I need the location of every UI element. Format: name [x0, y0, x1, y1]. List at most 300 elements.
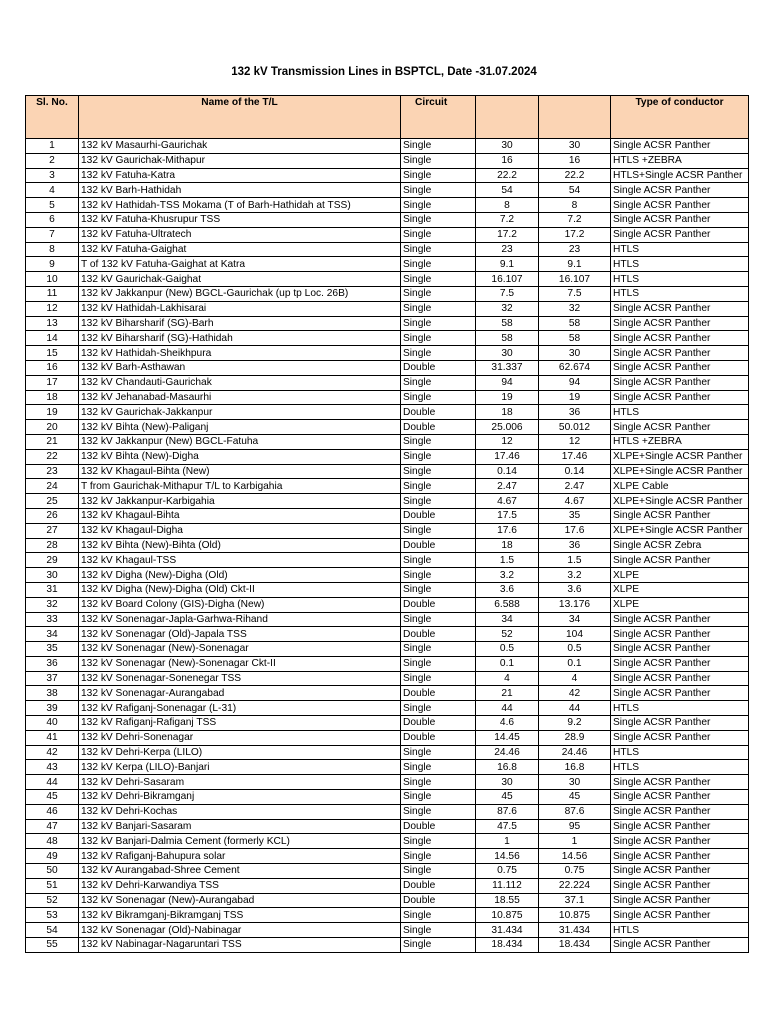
cell-length: 0.14 [476, 464, 539, 479]
table-row [26, 434, 749, 449]
cell-length: 12 [476, 434, 539, 449]
cell-sl-no: 44 [26, 775, 79, 790]
table-row [26, 730, 749, 745]
cell-sl-no: 17 [26, 375, 79, 390]
cell-line-name: 132 kV Sonenagar (New)-Sonenagar [79, 642, 401, 657]
cell-ckt-length: 95 [539, 819, 611, 834]
cell-conductor-type: Single ACSR Zebra [611, 538, 749, 553]
cell-line-name: 132 kV Digha (New)-Digha (Old) Ckt-II [79, 582, 401, 597]
cell-conductor-type: Single ACSR Panther [611, 893, 749, 908]
table-row [26, 834, 749, 849]
cell-ckt-length: 35 [539, 508, 611, 523]
cell-conductor-type: HTLS +ZEBRA [611, 153, 749, 168]
cell-circuit: Single [401, 346, 476, 361]
cell-ckt-length: 3.2 [539, 568, 611, 583]
table-row [26, 153, 749, 168]
table-row [26, 538, 749, 553]
cell-conductor-type: Single ACSR Panther [611, 553, 749, 568]
cell-ckt-length: 12 [539, 434, 611, 449]
cell-sl-no: 4 [26, 183, 79, 198]
cell-line-name: 132 kV Hathidah-Sheikhpura [79, 346, 401, 361]
cell-sl-no: 43 [26, 760, 79, 775]
cell-sl-no: 49 [26, 849, 79, 864]
cell-ckt-length: 28.9 [539, 730, 611, 745]
cell-ckt-length: 58 [539, 316, 611, 331]
cell-length: 45 [476, 790, 539, 805]
cell-conductor-type: XLPE Cable [611, 479, 749, 494]
cell-circuit: Single [401, 642, 476, 657]
cell-length: 17.6 [476, 523, 539, 538]
table-row [26, 716, 749, 731]
cell-conductor-type: Single ACSR Panther [611, 331, 749, 346]
table-body [26, 139, 749, 953]
cell-ckt-length: 16.107 [539, 272, 611, 287]
cell-sl-no: 8 [26, 242, 79, 257]
cell-length: 30 [476, 346, 539, 361]
cell-circuit: Double [401, 627, 476, 642]
cell-length: 4 [476, 671, 539, 686]
cell-sl-no: 31 [26, 582, 79, 597]
cell-conductor-type: Single ACSR Panther [611, 671, 749, 686]
cell-circuit: Single [401, 523, 476, 538]
cell-sl-no: 30 [26, 568, 79, 583]
cell-ckt-length: 2.47 [539, 479, 611, 494]
cell-line-name: 132 kV Gaurichak-Jakkanpur [79, 405, 401, 420]
cell-ckt-length: 13.176 [539, 597, 611, 612]
cell-line-name: 132 kV Digha (New)-Digha (Old) [79, 568, 401, 583]
cell-circuit: Single [401, 449, 476, 464]
cell-circuit: Single [401, 301, 476, 316]
cell-circuit: Double [401, 538, 476, 553]
table-row [26, 760, 749, 775]
table-row [26, 198, 749, 213]
cell-circuit: Single [401, 494, 476, 509]
cell-sl-no: 15 [26, 346, 79, 361]
cell-conductor-type: Single ACSR Panther [611, 301, 749, 316]
cell-circuit: Single [401, 286, 476, 301]
header-length [476, 96, 539, 139]
cell-sl-no: 41 [26, 730, 79, 745]
cell-ckt-length: 0.75 [539, 864, 611, 879]
table-row [26, 212, 749, 227]
cell-line-name: 132 kV Chandauti-Gaurichak [79, 375, 401, 390]
cell-conductor-type: Single ACSR Panther [611, 139, 749, 154]
cell-conductor-type: Single ACSR Panther [611, 642, 749, 657]
cell-conductor-type: XLPE [611, 568, 749, 583]
table-row [26, 139, 749, 154]
cell-conductor-type: Single ACSR Panther [611, 420, 749, 435]
cell-sl-no: 11 [26, 286, 79, 301]
cell-ckt-length: 32 [539, 301, 611, 316]
cell-length: 16.107 [476, 272, 539, 287]
cell-conductor-type: Single ACSR Panther [611, 834, 749, 849]
cell-line-name: 132 kV Fatuha-Ultratech [79, 227, 401, 242]
cell-circuit: Single [401, 908, 476, 923]
cell-circuit: Single [401, 656, 476, 671]
cell-line-name: 132 kV Hathidah-Lakhisarai [79, 301, 401, 316]
cell-conductor-type: HTLS [611, 272, 749, 287]
cell-conductor-type: Single ACSR Panther [611, 849, 749, 864]
cell-sl-no: 13 [26, 316, 79, 331]
cell-sl-no: 16 [26, 360, 79, 375]
cell-line-name: 132 kV Dehri-Bikramganj [79, 790, 401, 805]
cell-length: 52 [476, 627, 539, 642]
cell-length: 17.2 [476, 227, 539, 242]
table-row [26, 523, 749, 538]
cell-length: 7.2 [476, 212, 539, 227]
table-row [26, 242, 749, 257]
cell-length: 0.1 [476, 656, 539, 671]
cell-sl-no: 3 [26, 168, 79, 183]
cell-ckt-length: 1.5 [539, 553, 611, 568]
cell-conductor-type: XLPE+Single ACSR Panther [611, 523, 749, 538]
cell-line-name: 132 kV Sonenagar (Old)-Japala TSS [79, 627, 401, 642]
cell-sl-no: 40 [26, 716, 79, 731]
cell-length: 58 [476, 331, 539, 346]
table-row [26, 893, 749, 908]
cell-line-name: 132 kV Khagaul-Bihta (New) [79, 464, 401, 479]
cell-circuit: Single [401, 183, 476, 198]
header-ckt-length [539, 96, 611, 139]
table-row [26, 819, 749, 834]
table-row [26, 494, 749, 509]
table-row [26, 612, 749, 627]
cell-circuit: Single [401, 553, 476, 568]
cell-length: 24.46 [476, 745, 539, 760]
table-row [26, 627, 749, 642]
cell-line-name: 132 kV Banjari-Sasaram [79, 819, 401, 834]
cell-line-name: 132 kV Sonenagar-Sonenegar TSS [79, 671, 401, 686]
table-row [26, 568, 749, 583]
table-row [26, 449, 749, 464]
cell-length: 17.5 [476, 508, 539, 523]
transmission-lines-table [25, 95, 749, 953]
cell-line-name: 132 kV Bihta (New)-Paliganj [79, 420, 401, 435]
header-sl-no: Sl. No. [26, 96, 79, 139]
table-row [26, 346, 749, 361]
cell-line-name: 132 kV Masaurhi-Gaurichak [79, 139, 401, 154]
cell-sl-no: 2 [26, 153, 79, 168]
cell-line-name: 132 kV Sonenagar (New)-Aurangabad [79, 893, 401, 908]
cell-circuit: Single [401, 198, 476, 213]
cell-conductor-type: Single ACSR Panther [611, 183, 749, 198]
cell-ckt-length: 14.56 [539, 849, 611, 864]
cell-sl-no: 33 [26, 612, 79, 627]
cell-line-name: 132 kV Jakkanpur-Karbigahia [79, 494, 401, 509]
cell-conductor-type: Single ACSR Panther [611, 790, 749, 805]
cell-ckt-length: 62.674 [539, 360, 611, 375]
cell-circuit: Single [401, 864, 476, 879]
cell-line-name: 132 kV Dehri-Kochas [79, 804, 401, 819]
cell-sl-no: 19 [26, 405, 79, 420]
cell-conductor-type: XLPE+Single ACSR Panther [611, 494, 749, 509]
document-title: 132 kV Transmission Lines in BSPTCL, Date -31.07.2024 [231, 66, 537, 78]
cell-line-name: 132 kV Jakkanpur (New) BGCL-Fatuha [79, 434, 401, 449]
cell-length: 0.75 [476, 864, 539, 879]
cell-ckt-length: 36 [539, 538, 611, 553]
cell-conductor-type: HTLS [611, 923, 749, 938]
cell-circuit: Double [401, 360, 476, 375]
cell-ckt-length: 58 [539, 331, 611, 346]
cell-line-name: 132 kV Sonenagar-Aurangabad [79, 686, 401, 701]
table-header-row [26, 96, 749, 139]
cell-sl-no: 39 [26, 701, 79, 716]
cell-sl-no: 5 [26, 198, 79, 213]
cell-ckt-length: 19 [539, 390, 611, 405]
cell-length: 9.1 [476, 257, 539, 272]
cell-conductor-type: XLPE [611, 582, 749, 597]
cell-length: 94 [476, 375, 539, 390]
table-row [26, 656, 749, 671]
cell-line-name: 132 kV Sonenagar (New)-Sonenagar Ckt-II [79, 656, 401, 671]
cell-ckt-length: 30 [539, 775, 611, 790]
cell-conductor-type: Single ACSR Panther [611, 390, 749, 405]
cell-length: 58 [476, 316, 539, 331]
cell-sl-no: 1 [26, 139, 79, 154]
cell-sl-no: 54 [26, 923, 79, 938]
cell-line-name: 132 kV Khagaul-TSS [79, 553, 401, 568]
cell-conductor-type: Single ACSR Panther [611, 375, 749, 390]
cell-circuit: Single [401, 923, 476, 938]
cell-circuit: Double [401, 405, 476, 420]
cell-line-name: 132 kV Banjari-Dalmia Cement (formerly KCL) [79, 834, 401, 849]
cell-length: 4.6 [476, 716, 539, 731]
cell-sl-no: 18 [26, 390, 79, 405]
cell-ckt-length: 31.434 [539, 923, 611, 938]
cell-sl-no: 53 [26, 908, 79, 923]
table-row [26, 701, 749, 716]
cell-line-name: 132 kV Gaurichak-Gaighat [79, 272, 401, 287]
cell-circuit: Single [401, 804, 476, 819]
cell-circuit: Single [401, 701, 476, 716]
table-row [26, 405, 749, 420]
cell-circuit: Double [401, 878, 476, 893]
cell-ckt-length: 16 [539, 153, 611, 168]
cell-length: 23 [476, 242, 539, 257]
cell-conductor-type: Single ACSR Panther [611, 908, 749, 923]
cell-conductor-type: Single ACSR Panther [611, 716, 749, 731]
cell-length: 32 [476, 301, 539, 316]
cell-sl-no: 29 [26, 553, 79, 568]
table-row [26, 286, 749, 301]
table-row [26, 878, 749, 893]
cell-circuit: Double [401, 597, 476, 612]
cell-sl-no: 38 [26, 686, 79, 701]
cell-sl-no: 52 [26, 893, 79, 908]
cell-length: 10.875 [476, 908, 539, 923]
header-circuit: Circuit [401, 96, 476, 139]
cell-sl-no: 24 [26, 479, 79, 494]
cell-sl-no: 26 [26, 508, 79, 523]
header-name: Name of the T/L [79, 96, 401, 139]
cell-sl-no: 21 [26, 434, 79, 449]
cell-circuit: Single [401, 790, 476, 805]
cell-ckt-length: 87.6 [539, 804, 611, 819]
cell-length: 19 [476, 390, 539, 405]
cell-conductor-type: Single ACSR Panther [611, 198, 749, 213]
cell-length: 30 [476, 139, 539, 154]
cell-ckt-length: 24.46 [539, 745, 611, 760]
cell-line-name: 132 kV Barh-Asthawan [79, 360, 401, 375]
cell-conductor-type: Single ACSR Panther [611, 775, 749, 790]
cell-length: 18.55 [476, 893, 539, 908]
table-row [26, 257, 749, 272]
cell-ckt-length: 17.2 [539, 227, 611, 242]
cell-ckt-length: 22.2 [539, 168, 611, 183]
cell-line-name: 132 kV Biharsharif (SG)-Barh [79, 316, 401, 331]
table-row [26, 420, 749, 435]
cell-ckt-length: 23 [539, 242, 611, 257]
cell-conductor-type: HTLS +ZEBRA [611, 434, 749, 449]
cell-length: 18.434 [476, 938, 539, 953]
cell-circuit: Single [401, 434, 476, 449]
cell-ckt-length: 4.67 [539, 494, 611, 509]
table-row [26, 183, 749, 198]
cell-sl-no: 37 [26, 671, 79, 686]
table-row [26, 331, 749, 346]
table-row [26, 360, 749, 375]
cell-circuit: Double [401, 819, 476, 834]
table-row [26, 316, 749, 331]
cell-length: 87.6 [476, 804, 539, 819]
cell-conductor-type: Single ACSR Panther [611, 804, 749, 819]
cell-ckt-length: 0.14 [539, 464, 611, 479]
cell-ckt-length: 0.1 [539, 656, 611, 671]
cell-line-name: 132 kV Jehanabad-Masaurhi [79, 390, 401, 405]
cell-conductor-type: Single ACSR Panther [611, 612, 749, 627]
cell-line-name: 132 kV Board Colony (GIS)-Digha (New) [79, 597, 401, 612]
cell-sl-no: 32 [26, 597, 79, 612]
cell-circuit: Single [401, 212, 476, 227]
table-row [26, 938, 749, 953]
table-row [26, 923, 749, 938]
cell-ckt-length: 42 [539, 686, 611, 701]
cell-conductor-type: Single ACSR Panther [611, 686, 749, 701]
cell-ckt-length: 36 [539, 405, 611, 420]
cell-conductor-type: HTLS [611, 745, 749, 760]
cell-line-name: 132 kV Khagaul-Digha [79, 523, 401, 538]
cell-length: 1.5 [476, 553, 539, 568]
cell-conductor-type: Single ACSR Panther [611, 227, 749, 242]
cell-ckt-length: 9.2 [539, 716, 611, 731]
cell-length: 25.006 [476, 420, 539, 435]
cell-circuit: Single [401, 272, 476, 287]
cell-sl-no: 51 [26, 878, 79, 893]
cell-line-name: 132 kV Kerpa (LILO)-Banjari [79, 760, 401, 775]
cell-length: 1 [476, 834, 539, 849]
cell-circuit: Single [401, 760, 476, 775]
cell-length: 21 [476, 686, 539, 701]
cell-line-name: 132 kV Sonenagar (Old)-Nabinagar [79, 923, 401, 938]
cell-line-name: 132 kV Dehri-Sasaram [79, 775, 401, 790]
cell-ckt-length: 8 [539, 198, 611, 213]
cell-conductor-type: Single ACSR Panther [611, 316, 749, 331]
cell-conductor-type: HTLS [611, 405, 749, 420]
cell-conductor-type: Single ACSR Panther [611, 346, 749, 361]
cell-line-name: 132 kV Nabinagar-Nagaruntari TSS [79, 938, 401, 953]
cell-line-name: 132 kV Rafiganj-Bahupura solar [79, 849, 401, 864]
table-row [26, 390, 749, 405]
table-row [26, 582, 749, 597]
cell-line-name: 132 kV Bihta (New)-Bihta (Old) [79, 538, 401, 553]
table-row [26, 508, 749, 523]
cell-conductor-type: Single ACSR Panther [611, 864, 749, 879]
cell-conductor-type: Single ACSR Panther [611, 819, 749, 834]
cell-circuit: Single [401, 775, 476, 790]
cell-ckt-length: 18.434 [539, 938, 611, 953]
cell-line-name: 132 kV Biharsharif (SG)-Hathidah [79, 331, 401, 346]
table-row [26, 908, 749, 923]
cell-length: 22.2 [476, 168, 539, 183]
cell-length: 14.56 [476, 849, 539, 864]
cell-conductor-type: Single ACSR Panther [611, 656, 749, 671]
table-row [26, 375, 749, 390]
cell-circuit: Double [401, 420, 476, 435]
cell-length: 7.5 [476, 286, 539, 301]
cell-circuit: Single [401, 612, 476, 627]
cell-circuit: Single [401, 139, 476, 154]
cell-length: 34 [476, 612, 539, 627]
cell-line-name: 132 kV Fatuha-Khusrupur TSS [79, 212, 401, 227]
cell-length: 8 [476, 198, 539, 213]
cell-line-name: 132 kV Hathidah-TSS Mokama (T of Barh-Hathidah at TSS) [79, 198, 401, 213]
cell-circuit: Single [401, 153, 476, 168]
cell-sl-no: 7 [26, 227, 79, 242]
cell-conductor-type: HTLS [611, 242, 749, 257]
cell-length: 4.67 [476, 494, 539, 509]
cell-ckt-length: 16.8 [539, 760, 611, 775]
cell-circuit: Double [401, 508, 476, 523]
cell-ckt-length: 17.6 [539, 523, 611, 538]
cell-line-name: 132 kV Rafiganj-Rafiganj TSS [79, 716, 401, 731]
cell-conductor-type: HTLS [611, 760, 749, 775]
cell-line-name: 132 kV Rafiganj-Sonenagar (L-31) [79, 701, 401, 716]
cell-ckt-length: 94 [539, 375, 611, 390]
cell-line-name: 132 kV Dehri-Sonenagar [79, 730, 401, 745]
table-row [26, 671, 749, 686]
cell-length: 0.5 [476, 642, 539, 657]
cell-circuit: Double [401, 730, 476, 745]
cell-ckt-length: 7.5 [539, 286, 611, 301]
cell-conductor-type: XLPE+Single ACSR Panther [611, 464, 749, 479]
cell-circuit: Single [401, 168, 476, 183]
cell-circuit: Single [401, 479, 476, 494]
cell-conductor-type: Single ACSR Panther [611, 508, 749, 523]
cell-sl-no: 42 [26, 745, 79, 760]
cell-circuit: Single [401, 257, 476, 272]
cell-line-name: 132 kV Bihta (New)-Digha [79, 449, 401, 464]
cell-line-name: T of 132 kV Fatuha-Gaighat at Katra [79, 257, 401, 272]
table-row [26, 301, 749, 316]
cell-length: 17.46 [476, 449, 539, 464]
cell-ckt-length: 7.2 [539, 212, 611, 227]
table-row [26, 168, 749, 183]
cell-circuit: Single [401, 745, 476, 760]
cell-line-name: 132 kV Bikramganj-Bikramganj TSS [79, 908, 401, 923]
cell-sl-no: 27 [26, 523, 79, 538]
cell-circuit: Single [401, 834, 476, 849]
cell-line-name: 132 kV Barh-Hathidah [79, 183, 401, 198]
cell-circuit: Double [401, 686, 476, 701]
cell-ckt-length: 9.1 [539, 257, 611, 272]
table-row [26, 790, 749, 805]
cell-sl-no: 46 [26, 804, 79, 819]
cell-sl-no: 20 [26, 420, 79, 435]
cell-ckt-length: 104 [539, 627, 611, 642]
cell-sl-no: 28 [26, 538, 79, 553]
cell-sl-no: 6 [26, 212, 79, 227]
cell-length: 44 [476, 701, 539, 716]
